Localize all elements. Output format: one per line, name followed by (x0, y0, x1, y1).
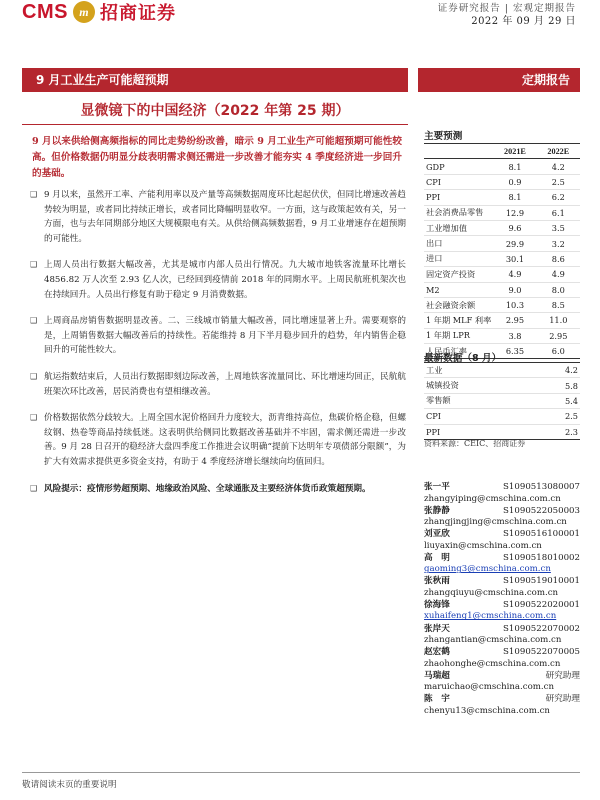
forecast-row (424, 328, 580, 343)
forecast-row (424, 282, 580, 297)
analyst-name: 高 明 (424, 552, 450, 563)
analyst-email[interactable]: xuhaifeng1@cmschina.com.cn (424, 611, 557, 622)
analyst-name: 张静静 (424, 505, 450, 516)
analyst-name: 赵宏鹤 (424, 647, 450, 658)
forecast-indicator: 固定资产投资 (424, 267, 493, 282)
bullet-item (30, 314, 406, 358)
forecast-row (424, 267, 580, 282)
analyst-name: 张一平 (424, 482, 450, 492)
analyst-entry (424, 624, 580, 648)
forecast-value-2022: 8.6 (537, 251, 580, 266)
latest-indicator: PPI (424, 424, 534, 439)
bullet-text: 价格数据依然分歧较大。上周全国水泥价格回升力度较大，沥青维持高位，焦碳价格企稳，但螺纹钢、热卷等商品持续低迷。这表明供给侧同比数据改善基础并不牢固，需求侧还需进一步改善。9 月 28 日召开的稳经济大盘四季度工作推进会议明确“提前下达明年专项债部分限额”，为扩大有效需求提供更多资金支持，有助于 4 季度经济增长继续向均值回归。 (44, 413, 406, 467)
data-source-note: 资料来源：CEIC、招商证券 (424, 439, 526, 448)
analyst-license: S1090522020001 (503, 599, 580, 610)
analyst-license: S1090519010001 (503, 576, 580, 587)
forecast-value-2022: 8.5 (537, 297, 580, 312)
latest-value: 2.3 (534, 424, 580, 439)
forecast-header-row (424, 144, 580, 159)
latest-indicator: CPI (424, 409, 534, 424)
forecast-value-2022: 2.95 (537, 328, 580, 343)
bullet-text: 上周人员出行数据大幅改善，尤其是城市内部人员出行情况。九大城市地铁客流量环比增长 4856.82 万人次至 2.93 亿人次，已经回到疫情前 2018 年的同期水平。上周民航班机架次也在持续回升。人员出行修复有助于稳定 9 月消费数据。 (44, 260, 406, 300)
forecast-indicator: PPI (424, 190, 493, 205)
forecast-value-2021: 30.1 (493, 251, 536, 266)
summary-paragraph: 9 月以来供给侧高频指标的同比走势纷纷改善，暗示 9 月工业生产可能超预期可能性较高。但价格数据仍明显分歧表明需求侧还需进一步改善才能夯实 4 季度经济进一步回升的基础。 (32, 136, 402, 179)
bullet-item (30, 370, 406, 399)
latest-value: 2.5 (534, 409, 580, 424)
latest-indicator: 城镇投资 (424, 378, 534, 393)
bullet-square-icon: ❑ (30, 190, 38, 199)
bullet-list (30, 188, 406, 508)
latest-value: 5.4 (534, 393, 580, 408)
forecast-value-2021: 8.1 (493, 190, 536, 205)
analyst-email[interactable]: gaoming3@cmschina.com.cn (424, 564, 551, 575)
analyst-entry (424, 482, 580, 506)
forecast-row (424, 159, 580, 174)
latest-indicator: 工业 (424, 363, 534, 378)
analyst-name: 陈 宇 (424, 694, 450, 705)
forecast-value-2022: 11.0 (537, 313, 580, 328)
analyst-email[interactable]: zhangantian@cmschina.com.cn (424, 635, 562, 646)
bullet-square-icon: ❑ (30, 316, 38, 326)
forecast-row (424, 297, 580, 312)
analyst-license: S1090522070002 (503, 623, 580, 634)
forecast-value-2021: 9.0 (493, 282, 536, 297)
latest-data-row (424, 393, 580, 408)
forecast-row (424, 205, 580, 220)
analyst-entry (424, 671, 580, 695)
forecast-indicator: 社会融资余额 (424, 297, 493, 312)
forecast-indicator: 1 年期 LPR (424, 328, 493, 343)
risk-warning (30, 482, 406, 497)
company-logo (22, 0, 176, 24)
forecast-row (424, 190, 580, 205)
forecast-value-2022: 4.9 (537, 267, 580, 282)
forecast-indicator: 工业增加值 (424, 220, 493, 235)
analyst-email[interactable]: chenyu13@cmschina.com.cn (424, 705, 550, 716)
analyst-license: S1090516100001 (503, 529, 580, 540)
forecast-row (424, 251, 580, 266)
analyst-email[interactable]: maruichao@cmschina.com.cn (424, 682, 554, 693)
forecast-header-label (424, 144, 493, 159)
footer-divider (22, 772, 580, 773)
forecast-indicator: M2 (424, 282, 493, 297)
forecast-indicator: 进口 (424, 251, 493, 266)
bullet-text: 风险提示：疫情形势超预期、地缘政治风险、全球通胀及主要经济体货币政策超预期。 (44, 483, 371, 494)
forecast-value-2022: 3.5 (537, 220, 580, 235)
analyst-email[interactable]: liuyaxin@cmschina.com.cn (424, 540, 542, 551)
analyst-entry (424, 647, 580, 671)
analyst-license: S1090513080007 (503, 482, 580, 492)
logo-latin: CMS (22, 0, 68, 23)
analyst-name: 张岸天 (424, 623, 450, 634)
forecast-value-2022: 3.2 (537, 236, 580, 251)
analyst-license: S1090522070005 (503, 647, 580, 658)
analyst-name: 徐海锋 (424, 599, 450, 610)
analyst-entry (424, 600, 580, 624)
forecast-value-2021: 12.9 (493, 205, 536, 220)
forecast-value-2022: 6.1 (537, 205, 580, 220)
analyst-entry (424, 529, 580, 553)
forecast-table (424, 143, 580, 359)
forecast-value-2022: 8.0 (537, 282, 580, 297)
analyst-email[interactable]: zhangjingjing@cmschina.com.cn (424, 517, 567, 528)
analyst-name: 刘亚欣 (424, 529, 450, 540)
analyst-license: 研究助理 (545, 694, 580, 705)
analyst-entry (424, 576, 580, 600)
forecast-row (424, 174, 580, 189)
forecast-value-2022: 6.0 (537, 344, 580, 359)
bullet-text: 9 月以来，虽然开工率、产能利用率以及产量等高频数据周度环比起起伏伏，但同比增速改善趋势较为明显，或者同比持续正增长，或者同比降幅明显收窄。一方面，这与政策起效有关，另一方面，也与去年同期部分地区大规模限电有关。从供给侧高频数据看，9 月工业增速存在超预期的可能性。 (44, 190, 406, 244)
forecast-value-2021: 9.6 (493, 220, 536, 235)
report-series: 证券研究报告 | 宏观定期报告 (437, 3, 576, 14)
bullet-item (30, 188, 406, 246)
footer-note: 敬请阅读末页的重要说明 (22, 780, 117, 790)
forecast-indicator: 人民币汇率 (424, 344, 493, 359)
logo-badge-icon: m (73, 1, 95, 23)
analyst-license: S1090518010002 (503, 552, 580, 563)
report-date: 2022 年 09 月 29 日 (471, 16, 576, 27)
analyst-email[interactable]: zhangyiping@cmschina.com.cn (424, 493, 561, 504)
forecast-row (424, 220, 580, 235)
latest-data-row (424, 409, 580, 424)
bullet-text: 上周商品房销售数据明显改善。二、三线城市销量大幅改善，同比增速显著上升。需要观察的是，上周销售数据大幅改善后的持续性。若能维持 8 月下半月稳步回升的趋势，年内销售企稳回升的可能性较大。 (44, 316, 406, 356)
forecast-indicator: 1 年期 MLF 利率 (424, 313, 493, 328)
bullet-square-icon: ❑ (30, 483, 38, 493)
report-type-bar: 定期报告 (418, 68, 580, 92)
report-title: 显微镜下的中国经济（2022 年第 25 期） (80, 103, 350, 119)
forecast-indicator: 出口 (424, 236, 493, 251)
latest-data-table (424, 362, 580, 440)
forecast-value-2021: 0.9 (493, 174, 536, 189)
forecast-value-2022: 6.2 (537, 190, 580, 205)
forecast-header-2022: 2022E (537, 144, 580, 159)
forecast-header-2021: 2021E (493, 144, 536, 159)
forecast-title: 主要预测 (424, 131, 463, 142)
analyst-email[interactable]: zhaohonghe@cmschina.com.cn (424, 658, 561, 669)
logo-chinese-name: 招商证券 (99, 3, 176, 24)
latest-value: 5.8 (534, 378, 580, 393)
forecast-value-2021: 6.35 (493, 344, 536, 359)
title-divider (22, 124, 408, 125)
forecast-indicator: CPI (424, 174, 493, 189)
forecast-value-2021: 2.95 (493, 313, 536, 328)
bullet-text: 航运指数结束后，人员出行数据即刻边际改善，上周地铁客流量同比、环比增速均回正，民航航班架次环比改善，居民消费也有望相继改善。 (44, 371, 406, 397)
latest-value: 4.2 (534, 363, 580, 378)
analyst-name: 马瑞超 (424, 670, 450, 681)
forecast-value-2021: 3.8 (493, 328, 536, 343)
analyst-license: 研究助理 (545, 670, 580, 681)
forecast-value-2021: 29.9 (493, 236, 536, 251)
forecast-value-2022: 2.5 (537, 174, 580, 189)
forecast-row (424, 313, 580, 328)
forecast-value-2021: 4.9 (493, 267, 536, 282)
forecast-value-2021: 8.1 (493, 159, 536, 174)
forecast-indicator: 社会消费品零售 (424, 205, 493, 220)
forecast-indicator: GDP (424, 159, 493, 174)
bullet-square-icon: ❑ (30, 413, 38, 423)
forecast-row (424, 236, 580, 251)
latest-data-row (424, 378, 580, 393)
bullet-square-icon: ❑ (30, 371, 38, 381)
latest-data-row (424, 363, 580, 378)
analyst-entry (424, 506, 580, 530)
analyst-email[interactable]: zhangqiuyu@cmschina.com.cn (424, 587, 559, 598)
analyst-entry (424, 553, 580, 577)
forecast-value-2021: 10.3 (493, 297, 536, 312)
latest-data-title: 最新数据（8 月） (424, 353, 502, 364)
latest-indicator: 零售额 (424, 393, 534, 408)
analyst-entry (424, 694, 580, 718)
bullet-item (30, 258, 406, 302)
headline-bar: 9 月工业生产可能超预期 (22, 68, 408, 92)
analyst-name: 张秋雨 (424, 576, 450, 587)
bullet-square-icon: ❑ (30, 260, 38, 270)
analyst-list (424, 482, 580, 718)
bullet-item (30, 411, 406, 469)
analyst-license: S1090522050003 (503, 505, 580, 516)
forecast-value-2022: 4.2 (537, 159, 580, 174)
